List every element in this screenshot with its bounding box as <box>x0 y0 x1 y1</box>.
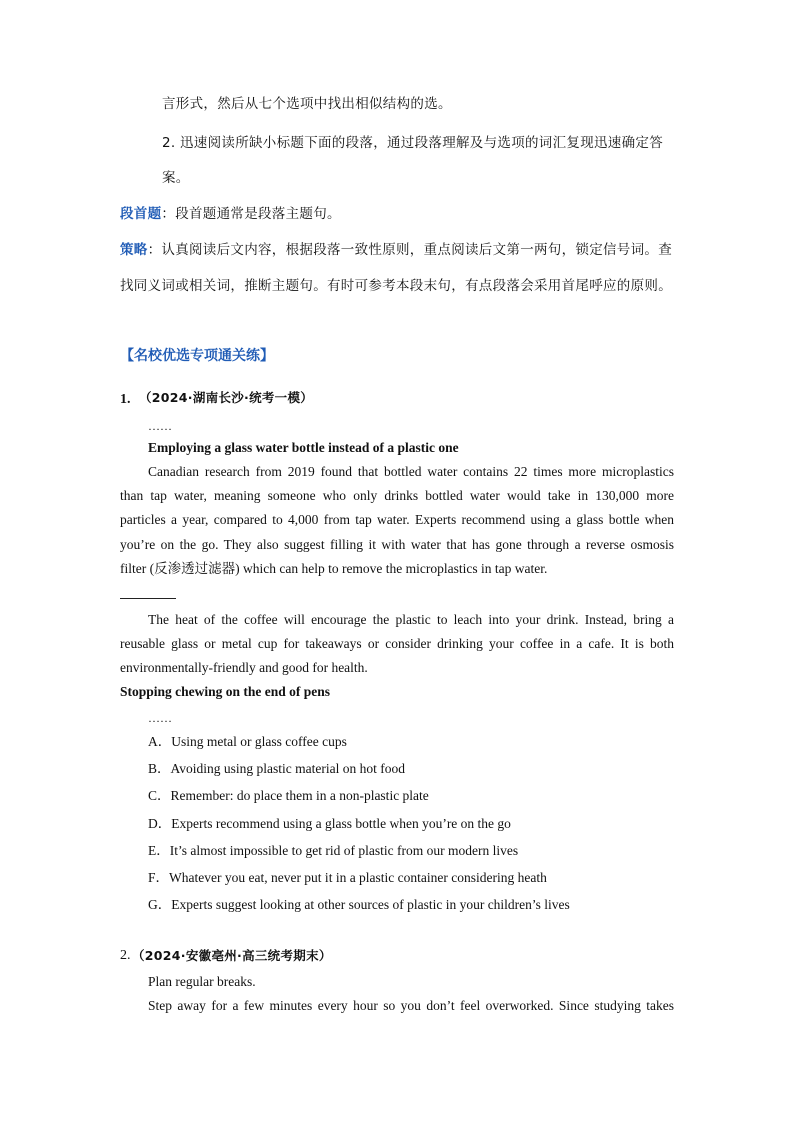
first-sentence-label: 段首题 <box>120 206 162 222</box>
strategy-label: 策略 <box>120 242 148 258</box>
q1-para-1-line-5: filter (反渗透过滤器) which can help to remove the microplastics in tap water. <box>120 561 548 576</box>
q1-para-2-line-3: environmentally-friendly and good for health. <box>120 660 368 675</box>
q1-ellipsis-2: …… <box>148 711 172 725</box>
intro-line-1: 言形式，然后从七个选项中找出相似结构的选。 <box>162 96 452 112</box>
q1-blank-line <box>120 598 176 599</box>
q1-para-2-line-2: reusable glass or metal cup for takeaways or consider drinking your coffee in a cafe. It is both <box>120 636 674 651</box>
q2-source: （2024·安徽亳州·高三统考期末） <box>132 948 332 963</box>
q1-heading-1: Employing a glass water bottle instead of a plastic one <box>148 440 459 455</box>
q1-number: 1. <box>120 392 131 407</box>
q2-line-1: Plan regular breaks. <box>148 974 256 989</box>
first-sentence-note <box>120 204 341 224</box>
q1-para-1-line-3: particles a year, compared to 4,000 from tap water. Experts recommend using a glass bottle when <box>120 512 674 527</box>
q1-option-d: D．Experts recommend using a glass bottle when you’re on the go <box>148 816 511 831</box>
intro-item-2-line-2: 案。 <box>162 170 190 186</box>
q1-para-1-line-1: Canadian research from 2019 found that bottled water contains 22 times more microplastics <box>148 464 674 479</box>
strategy-line-1 <box>120 240 672 260</box>
q1-option-g: G．Experts suggest looking at other sources of plastic in your children’s lives <box>148 897 570 912</box>
q1-option-f: F．Whatever you eat, never put it in a plastic container considering heath <box>148 870 547 885</box>
q1-para-1-line-2: than tap water, meaning someone who only drinks bottled water would take in 130,000 more <box>120 488 674 503</box>
q1-option-b: B．Avoiding using plastic material on hot food <box>148 761 405 776</box>
q1-source: （2024·湖南长沙·统考一模） <box>139 390 314 405</box>
q1-option-c: C．Remember: do place them in a non-plastic plate <box>148 788 429 803</box>
strategy-line-2: 找同义词或相关词，推断主题句。有时可参考本段末句，有点段落会采用首尾呼应的原则。 <box>120 278 672 294</box>
q1-ellipsis-1: …… <box>148 419 172 433</box>
q1-option-e: E．It’s almost impossible to get rid of plastic from our modern lives <box>148 843 519 858</box>
intro-item-2-number: 2. <box>162 135 176 151</box>
q2-number: 2. <box>120 948 131 963</box>
q1-heading-2: Stopping chewing on the end of pens <box>120 684 331 699</box>
section-header: 【名校优选专项通关练】 <box>120 348 274 364</box>
q1-para-2-line-1: The heat of the coffee will encourage the plastic to leach into your drink. Instead, bring a <box>148 612 674 627</box>
intro-item-2-line-1: 迅速阅读所缺小标题下面的段落，通过段落理解及与选项的词汇复现迅速确定答 <box>180 135 663 151</box>
q2-line-2: Step away for a few minutes every hour so you don’t feel overworked. Since studying takes <box>148 998 674 1013</box>
q1-option-a: A．Using metal or glass coffee cups <box>148 734 347 749</box>
first-sentence-text: ：段首题通常是段落主题句。 <box>161 206 341 222</box>
strategy-text-1: ：认真阅读后文内容，根据段落一致性原则，重点阅读后文第一两句，锁定信号词。查 <box>147 242 673 258</box>
q1-para-1-line-4: you’re on the go. They also suggest filling it with water that has gone through a reverse osmosis <box>120 537 674 552</box>
